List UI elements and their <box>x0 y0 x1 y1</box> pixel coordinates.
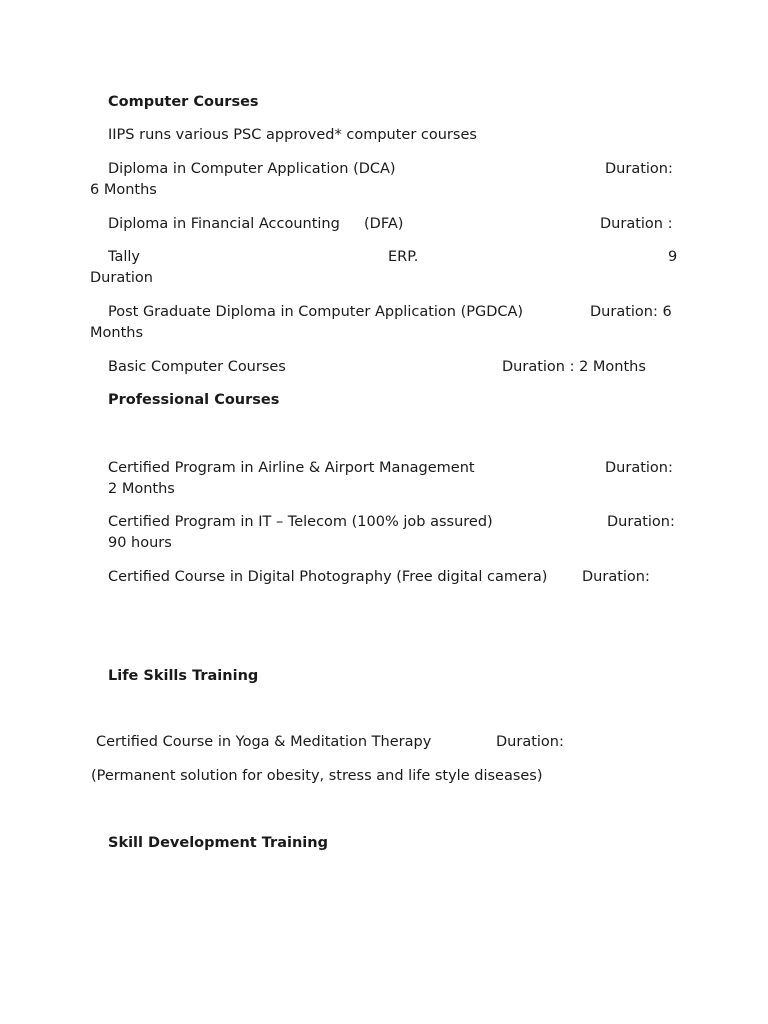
course-airline-name: Certified Program in Airline & Airport Management <box>108 460 475 476</box>
course-dfa-duration-label: Duration : <box>600 216 673 232</box>
course-basic-duration: Duration : 2 Months <box>502 359 646 375</box>
course-dfa-name: Diploma in Financial Accounting <box>108 216 340 232</box>
heading-professional-courses: Professional Courses <box>108 392 280 408</box>
course-telecom-name: Certified Program in IT – Telecom (100% job assured) <box>108 514 493 530</box>
course-dca-duration-value: 6 Months <box>90 182 157 198</box>
course-pgdca-duration-value: Months <box>90 325 144 341</box>
course-tally-duration-label: Duration <box>90 270 153 286</box>
heading-computer-courses: Computer Courses <box>108 94 259 110</box>
heading-life-skills: Life Skills Training <box>108 668 259 684</box>
course-airline-duration-label: Duration: <box>605 460 673 476</box>
course-yoga-duration-label: Duration: <box>496 734 564 750</box>
course-dfa-abbr: (DFA) <box>364 216 404 232</box>
course-dca-name: Diploma in Computer Application (DCA) <box>108 161 396 177</box>
course-pgdca-name: Post Graduate Diploma in Computer Application (PGDCA) <box>108 304 524 320</box>
course-photo-name: Certified Course in Digital Photography (Free digital camera) <box>108 569 548 585</box>
course-tally-erp: ERP. <box>388 249 419 265</box>
course-tally-name: Tally <box>108 249 140 265</box>
heading-skill-development: Skill Development Training <box>108 835 328 851</box>
course-yoga-note: (Permanent solution for obesity, stress and life style diseases) <box>91 768 543 784</box>
course-pgdca-duration-label: Duration: 6 <box>590 304 672 320</box>
course-dca-duration-label: Duration: <box>605 161 673 177</box>
course-basic-name: Basic Computer Courses <box>108 359 286 375</box>
course-tally-number: 9 <box>668 249 678 265</box>
course-telecom-duration-value: 90 hours <box>108 535 172 551</box>
course-airline-duration-value: 2 Months <box>108 481 175 497</box>
course-photo-duration-label: Duration: <box>582 569 650 585</box>
course-yoga-name: Certified Course in Yoga & Meditation Therapy <box>96 734 432 750</box>
course-telecom-duration-label: Duration: <box>607 514 675 530</box>
computer-courses-intro: IIPS runs various PSC approved* computer courses <box>108 127 477 143</box>
